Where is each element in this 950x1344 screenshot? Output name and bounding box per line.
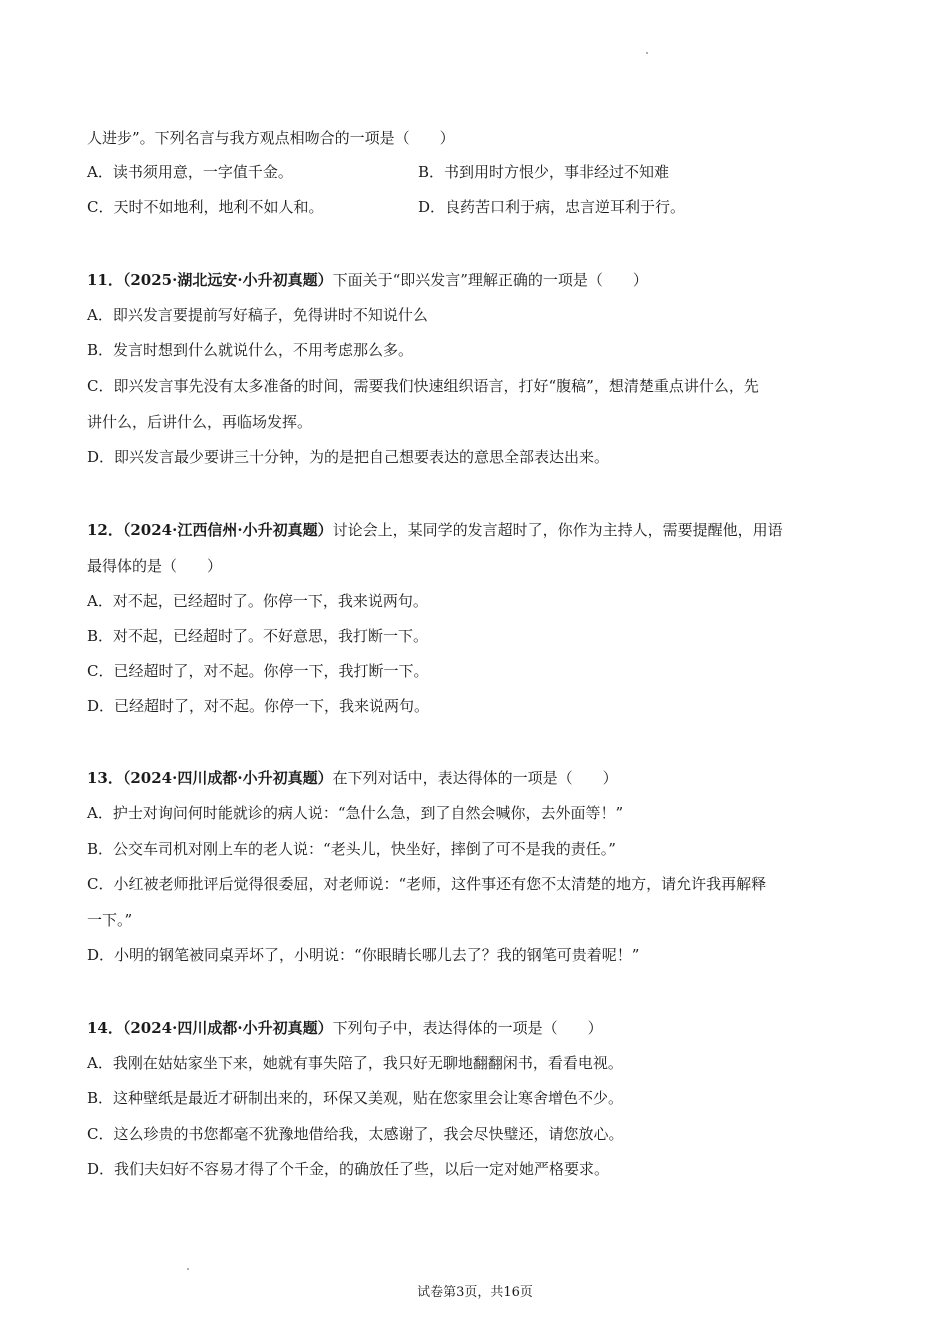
question-13-text: 在下列对话中，表达得体的一项是（ ） <box>332 769 618 787</box>
question-12-option-b: B．对不起，已经超时了。不好意思，我打断一下。 <box>87 627 429 645</box>
question-12-option-d: D．已经超时了，对不起。你停一下，我来说两句。 <box>87 697 430 715</box>
question-14-number: 14． <box>87 1019 123 1037</box>
question-13-option-c-line1: C．小红被老师批评后觉得很委屈，对老师说：“老师，这件事还有您不太清楚的地方，请允许我再解释 <box>87 875 767 893</box>
question-10-option-a: A．读书须用意，一字值千金。 <box>87 163 293 181</box>
question-14-option-c: C．这么珍贵的书您都毫不犹豫地借给我，太感谢了，我会尽快璧还，请您放心。 <box>87 1125 624 1143</box>
question-11-stem <box>87 270 648 290</box>
question-12-stem-line1 <box>87 520 783 540</box>
question-13-option-a: A．护士对询问何时能就诊的病人说：“急什么急，到了自然会喊你，去外面等！” <box>87 804 624 822</box>
question-11-source: （2025·湖北远安·小升初真题） <box>122 271 333 289</box>
question-14-source: （2024·四川成都·小升初真题） <box>122 1019 333 1037</box>
question-11-option-c-line2: 讲什么，后讲什么，再临场发挥。 <box>87 413 313 431</box>
page-top-dot <box>646 52 648 54</box>
question-13-option-d: D．小明的钢笔被同桌弄坏了，小明说：“你眼睛长哪儿去了？我的钢笔可贵着呢！” <box>87 946 640 964</box>
question-10-option-d: D．良药苦口利于病，忠言逆耳利于行。 <box>418 198 686 216</box>
question-14-option-b: B．这种壁纸是最近才研制出来的，环保又美观，贴在您家里会让寒舍增色不少。 <box>87 1089 624 1107</box>
page-bottom-dot <box>187 1268 189 1270</box>
question-14-text: 下列句子中，表达得体的一项是（ ） <box>332 1019 603 1037</box>
question-14-option-a: A．我刚在姑姑家坐下来，她就有事失陪了，我只好无聊地翻翻闲书，看看电视。 <box>87 1054 623 1072</box>
question-11-option-b: B．发言时想到什么就说什么，不用考虑那么多。 <box>87 341 414 359</box>
question-11-option-c-line1: C．即兴发言事先没有太多准备的时间，需要我们快速组织语言，打好“腹稿”，想清楚重点讲什么，先 <box>87 377 759 395</box>
question-13-option-c-line2: 一下。” <box>87 911 133 929</box>
question-11-option-a: A．即兴发言要提前写好稿子，免得讲时不知说什么 <box>87 306 428 324</box>
question-14-option-d: D．我们夫妇好不容易才得了个千金，的确放任了些，以后一定对她严格要求。 <box>87 1160 610 1178</box>
question-11-option-d: D．即兴发言最少要讲三十分钟，为的是把自己想要表达的意思全部表达出来。 <box>87 448 610 466</box>
question-11-text: 下面关于“即兴发言”理解正确的一项是（ ） <box>332 271 648 289</box>
question-12-text: 讨论会上，某同学的发言超时了，你作为主持人，需要提醒他，用语 <box>332 521 783 539</box>
question-13-stem <box>87 768 618 788</box>
question-12-option-c: C．已经超时了，对不起。你停一下，我打断一下。 <box>87 662 429 680</box>
question-12-source: （2024·江西信州·小升初真题） <box>122 521 333 539</box>
question-13-source: （2024·四川成都·小升初真题） <box>122 769 333 787</box>
question-10-option-b: B．书到用时方恨少，事非经过不知难 <box>418 163 670 181</box>
question-10-option-c: C．天时不如地利，地利不如人和。 <box>87 198 324 216</box>
question-12-option-a: A．对不起，已经超时了。你停一下，我来说两句。 <box>87 592 428 610</box>
question-11-number: 11． <box>87 271 123 289</box>
question-12-stem-line2: 最得体的是（ ） <box>87 557 223 575</box>
page-footer: 试卷第3页，共16页 <box>417 1285 533 1300</box>
question-10-stem: 人进步”。下列名言与我方观点相吻合的一项是（ ） <box>87 129 455 147</box>
question-13-number: 13． <box>87 769 123 787</box>
question-13-option-b: B．公交车司机对刚上车的老人说：“老头儿，快坐好，摔倒了可不是我的责任。” <box>87 840 616 858</box>
question-14-stem <box>87 1018 603 1038</box>
question-12-number: 12． <box>87 521 123 539</box>
